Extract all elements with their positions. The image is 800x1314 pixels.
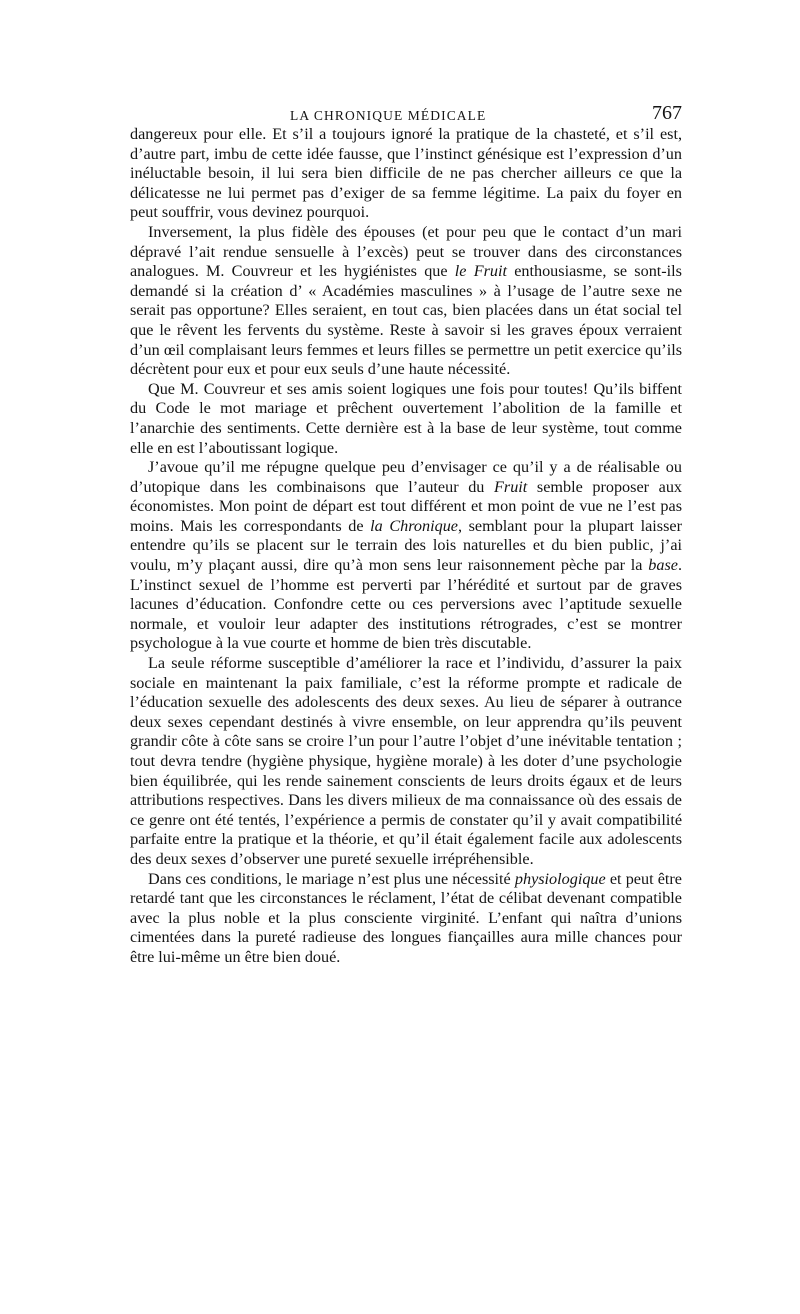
text-segment: La seule réforme susceptible d’améliorer la race et l’individu, d’assurer la paix sociale en maintenant la paix familiale, c’est la réforme prompte et radicale de l’éducation sexuelle des adolescents des deux sexes. Au lieu de séparer à outrance deux sexes cependant destinés à vivre ensemble, on leur apprendra qu’ils peuvent grandir côte à côte sans se croire l’un pour l’autre l’objet d’une inévitable tentation ; tout devra tendre (hygiène physique, hygiène morale) à les doter d’une psychologie bien équilibrée, qui les rende sainement conscients de leurs droits égaux et de leurs attributions respectives. Dans les divers milieux de ma connaissance où des essais de ce genre ont été tentés, l’expérience a permis de constater qu’il y avait compatibilité parfaite entre la pratique et la théorie, et qu’il était également facile aux adolescents des deux sexes d’observer une pureté sexuelle irrépréhensible. [130,654,682,868]
italic-title: la Chronique [370,516,458,535]
paragraph-2 [130,223,682,380]
text-segment: Inversement, la plus fidèle des épouses (et pour peu que le contact d’un mari dépravé l’ait rendue sensuelle à l’excès) peut se trouver dans des circonstances analogues. M. Couvreur et les hygiénistes que [130,222,682,281]
text-segment: Dans ces conditions, le mariage n’est plus une nécessité [148,869,515,888]
paragraph-6 [130,870,682,968]
italic-emphasis: base [648,556,678,575]
text-segment: semble proposer aux économistes. Mon point de départ est tout différent et mon point de vue ne l’est pas moins. Mais les correspondants de [130,477,683,535]
text-segment: et peut être retardé tant que les circonstances le réclament, l’état de célibat devenant compatible avec la plus noble et la plus consciente virginité. L’enfant qui naîtra d’unions cimentées dans la pureté radieuse des longues fiançailles aura mille chances pour être lui-même un être bien doué. [130,869,682,966]
body-text [130,125,682,968]
running-title: LA CHRONIQUE MÉDICALE [290,108,487,123]
text-segment: dangereux pour elle. Et s’il a toujours ignoré la pratique de la chasteté, et s’il est, d’autre part, imbu de cette idée fausse, que l’instinct génésique est l’expression d’un inéluctable besoin, il lui sera bien difficile de ne pas chercher ailleurs ce que la délicatesse ne lui permet pas d’exiger de sa femme légitime. La paix du foyer en peut souffrir, vous devinez pourquoi. [130,125,682,222]
page-number: 767 [652,102,682,124]
italic-title: le Fruit [454,262,507,281]
text-segment: . L’instinct sexuel de l’homme est perverti par l’hérédité et surtout par de graves lacunes d’éducation. Confondre cette ou ces perversions avec l’aptitude sexuelle normale, et vouloir leur adapter des institutions rétrogrades, c’est se montrer psychologue à la vue courte et homme de bien très discutable. [130,556,682,653]
paragraph-1 [130,125,682,223]
text-segment: J’avoue qu’il me répugne quelque peu d’envisager ce qu’il y a de réalisable ou d’utopique dans les combinaisons que l’auteur du [130,458,682,496]
paragraph-5 [130,654,682,870]
text-segment: , semblant pour la plupart laisser entendre qu’ils se placent sur le terrain des lois naturelles et du bien public, j’ai voulu, m’y plaçant aussi, dire qu’à mon sens leur raisonnement pèche par la [130,516,682,575]
text-segment: Que M. Couvreur et ses amis soient logiques une fois pour toutes! Qu’ils biffent du Code le mot mariage et prêchent ouvertement l’abolition de la famille et l’anarchie des sentiments. Cette dernière est à la base de leur système, tout comme elle en est l’aboutissant logique. [130,379,682,457]
italic-emphasis: physiologique [514,869,606,888]
italic-title: Fruit [494,477,528,496]
paragraph-3 [130,380,682,458]
paragraph-4 [130,458,682,654]
text-segment: enthousiasme, se sont-ils demandé si la création d’ « Académies masculines » à l’usage de l’autre sexe ne serait pas opportune? Elles seraient, en tout cas, bien placées dans un état social tel que le rêvent les fervents du système. Reste à savoir si les graves époux verraient d’un œil complaisant leurs femmes et leurs filles se permettre un petit exercice qu’ils décrètent pour eux et pour eux seuls d’une haute nécessité. [130,262,682,379]
